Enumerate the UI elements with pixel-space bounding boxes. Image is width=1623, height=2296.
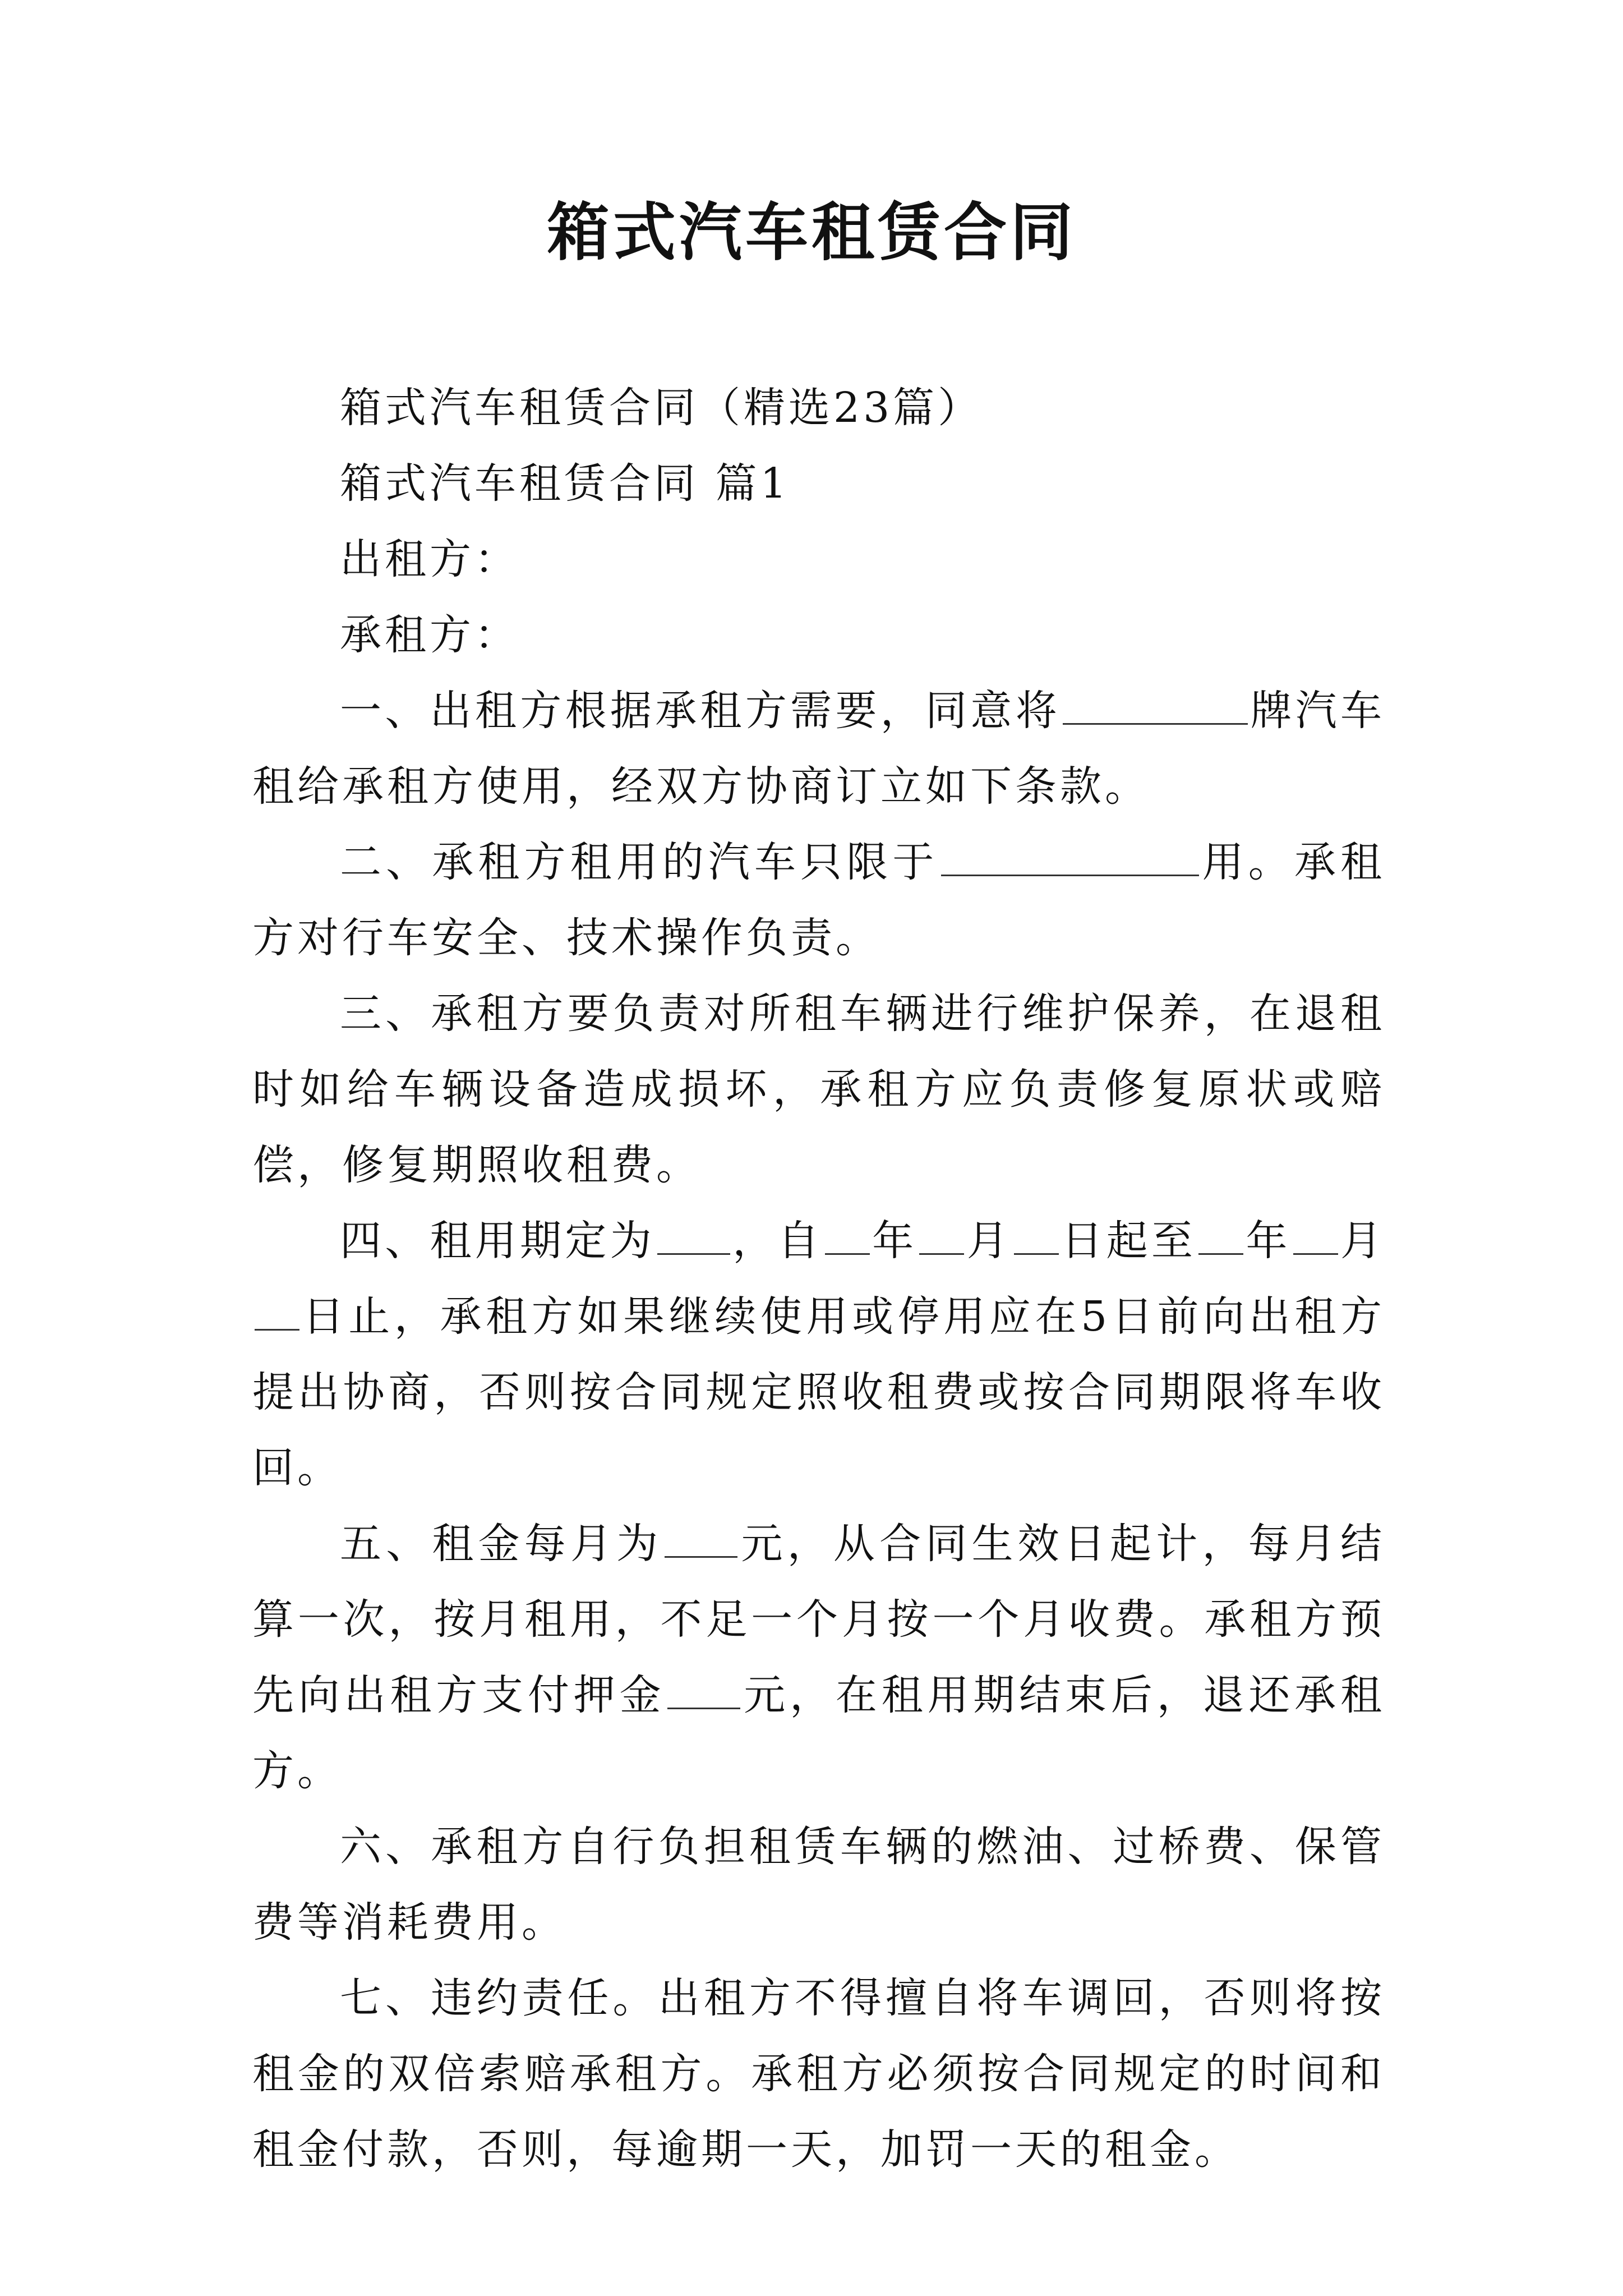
document-title: 箱式汽车租赁合同	[547, 196, 1076, 269]
clause-5	[252, 1506, 1385, 1809]
plate-blank	[1063, 689, 1248, 725]
clause-5-text-a: 五、租金每月为	[340, 1520, 663, 1568]
clause-2	[252, 825, 1385, 976]
end-month-blank	[1293, 1220, 1338, 1255]
end-day-blank	[255, 1295, 299, 1331]
term-blank	[657, 1220, 730, 1255]
section-heading: 箱式汽车租赁合同 篇1	[340, 459, 790, 508]
clause-4-text-b: ，自	[732, 1217, 823, 1265]
clause-1-text-b: 牌汽车租给承租方使用，经双方协商订立如下条款。	[252, 687, 1386, 811]
clause-3: 三、承租方要负责对所租车辆进行维护保养，在退租时如给车辆设备造成损坏，承租方应负责修复原状或赔偿，修复期照收租费。	[252, 990, 1385, 1189]
clause-6: 六、承租方自行负担租赁车辆的燃油、过桥费、保管费等消耗费用。	[252, 1823, 1385, 1947]
clause-5-text-c: 元，在租用期结束后，退还承租方。	[252, 1671, 1386, 1795]
lessee-label: 承租方：	[340, 611, 519, 659]
clause-4-year-2: 年	[1246, 1217, 1291, 1265]
clause-4-text-c: 日止，承租方如果继续使用或停用应在5日前向出租方提出协商，否则按合同规定照收租费或按合同期限将车收回。	[252, 1292, 1385, 1492]
clause-4-month-1: 月	[966, 1217, 1012, 1265]
clause-5-text-b: 元，从合同生效日起计，每月结算一次，按月租用，不足一个月按一个月收费。承租方预先向出租方支付押金	[252, 1520, 1386, 1719]
clause-4-month-2: 月	[1340, 1217, 1386, 1265]
clause-4-year-1: 年	[872, 1217, 917, 1265]
clause-2-text-b: 用。承租方对行车安全、技术操作负责。	[252, 838, 1386, 962]
clause-4-day-1: 日起至	[1061, 1217, 1197, 1265]
document-subtitle: 箱式汽车租赁合同（精选23篇）	[340, 384, 983, 432]
clause-1-text-a: 一、出租方根据承租方需要，同意将	[340, 687, 1061, 735]
deposit-blank	[667, 1674, 740, 1709]
clause-4	[252, 1203, 1385, 1506]
start-month-blank	[919, 1220, 964, 1255]
usage-blank	[941, 841, 1199, 876]
clause-7: 七、违约责任。出租方不得擅自将车调回，否则将按租金的双倍索赔承租方。承租方必须按合同规定的时间和租金付款，否则，每逾期一天，加罚一天的租金。	[252, 1974, 1385, 2174]
clause-4-text-a: 四、租用期定为	[340, 1217, 655, 1265]
start-day-blank	[1014, 1220, 1059, 1255]
lessor-label: 出租方：	[340, 535, 519, 583]
rent-blank	[665, 1522, 737, 1558]
clause-2-text-a: 二、承租方租用的汽车只限于	[340, 838, 939, 886]
start-year-blank	[825, 1220, 870, 1255]
document-body	[252, 370, 1385, 2188]
clause-1	[252, 673, 1385, 825]
end-year-blank	[1198, 1220, 1243, 1255]
